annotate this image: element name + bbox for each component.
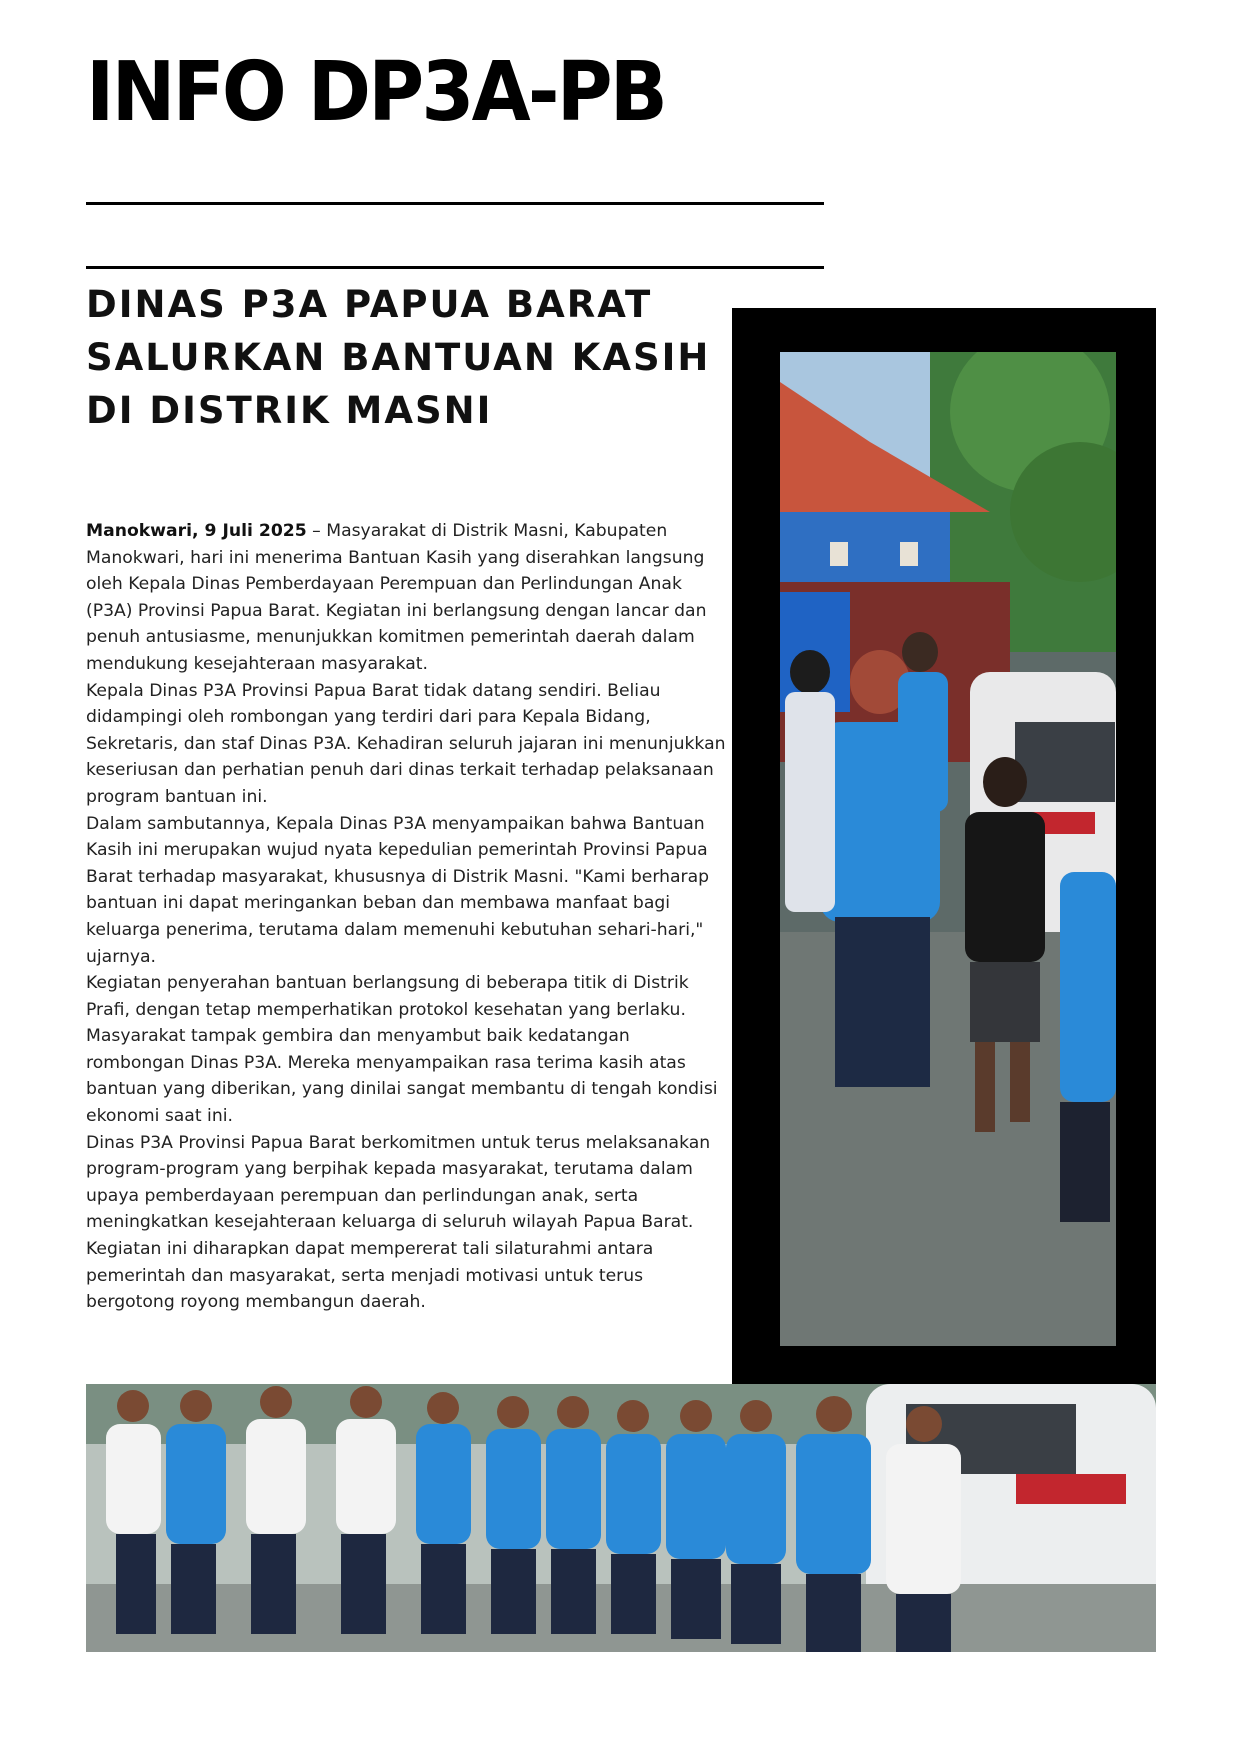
photo-handover-scene bbox=[780, 352, 1116, 1346]
article-body bbox=[86, 518, 726, 1316]
masthead-title: INFO DP3A-PB bbox=[86, 45, 666, 140]
photo-illustration bbox=[780, 352, 1116, 1346]
headline-line-3: DI DISTRIK MASNI bbox=[86, 389, 493, 432]
headline-line-2: SALURKAN BANTUAN KASIH bbox=[86, 336, 711, 379]
photo-frame bbox=[732, 308, 1156, 1384]
article-paragraph: Kepala Dinas P3A Provinsi Papua Barat tidak datang sendiri. Beliau didampingi oleh rombongan yang terdiri dari para Kepala Bidang, Sekretaris, dan staf Dinas P3A. Kehadiran seluruh jajaran ini menunjukkan keseriusan dan perhatian penuh dari dinas terkait terhadap pelaksanaan program bantuan ini. bbox=[86, 680, 726, 807]
article-dateline: Manokwari, 9 Juli 2025 bbox=[86, 521, 307, 541]
article-paragraph: Dinas P3A Provinsi Papua Barat berkomitmen untuk terus melaksanakan program-program yang berpihak kepada masyarakat, terutama dalam upaya pemberdayaan perempuan dan perlindungan anak, serta meningkatkan kesejahteraan keluarga di seluruh wilayah Papua Barat. Kegiatan ini diharapkan dapat mempererat tali silaturahmi antara pemerintah dan masyarakat, serta menjadi motivasi untuk terus bergotong royong membangun daerah. bbox=[86, 1132, 711, 1313]
divider-bottom bbox=[86, 266, 824, 269]
article-paragraph-lead bbox=[86, 518, 726, 678]
headline-line-1: DINAS P3A PAPUA BARAT bbox=[86, 283, 653, 326]
article-lead-text: – Masyarakat di Distrik Masni, Kabupaten Manokwari, hari ini menerima Bantuan Kasih yang diserahkan langsung oleh Kepala Dinas Pemberdayaan Perempuan dan Perlindungan Anak (P3A) Provinsi Papua Barat. Kegiatan ini berlangsung dengan lancar dan penuh antusiasme, menunjukkan komitmen pemerintah daerah dalam mendukung kesejahteraan masyarakat. bbox=[86, 521, 707, 674]
article-paragraph: Kegiatan penyerahan bantuan berlangsung di beberapa titik di Distrik Prafi, dengan tetap memperhatikan protokol kesehatan yang berlaku. Masyarakat tampak gembira dan menyambut baik kedatangan rombongan Dinas P3A. Mereka menyampaikan rasa terima kasih atas bantuan yang diberikan, yang dinilai sangat membantu di tengah kondisi ekonomi saat ini. bbox=[86, 973, 718, 1127]
photo-group bbox=[86, 1384, 1156, 1652]
divider-top bbox=[86, 202, 824, 205]
article-paragraph: Dalam sambutannya, Kepala Dinas P3A menyampaikan bahwa Bantuan Kasih ini merupakan wujud nyata kepedulian pemerintah Provinsi Papua Barat terhadap masyarakat, khususnya di Distrik Masni. "Kami berharap bantuan ini dapat meringankan beban dan membawa manfaat bagi keluarga penerima, terutama dalam memenuhi kebutuhan sehari-hari," ujarnya. bbox=[86, 813, 710, 967]
group-photo-illustration bbox=[86, 1384, 1156, 1652]
article-headline bbox=[86, 278, 726, 437]
